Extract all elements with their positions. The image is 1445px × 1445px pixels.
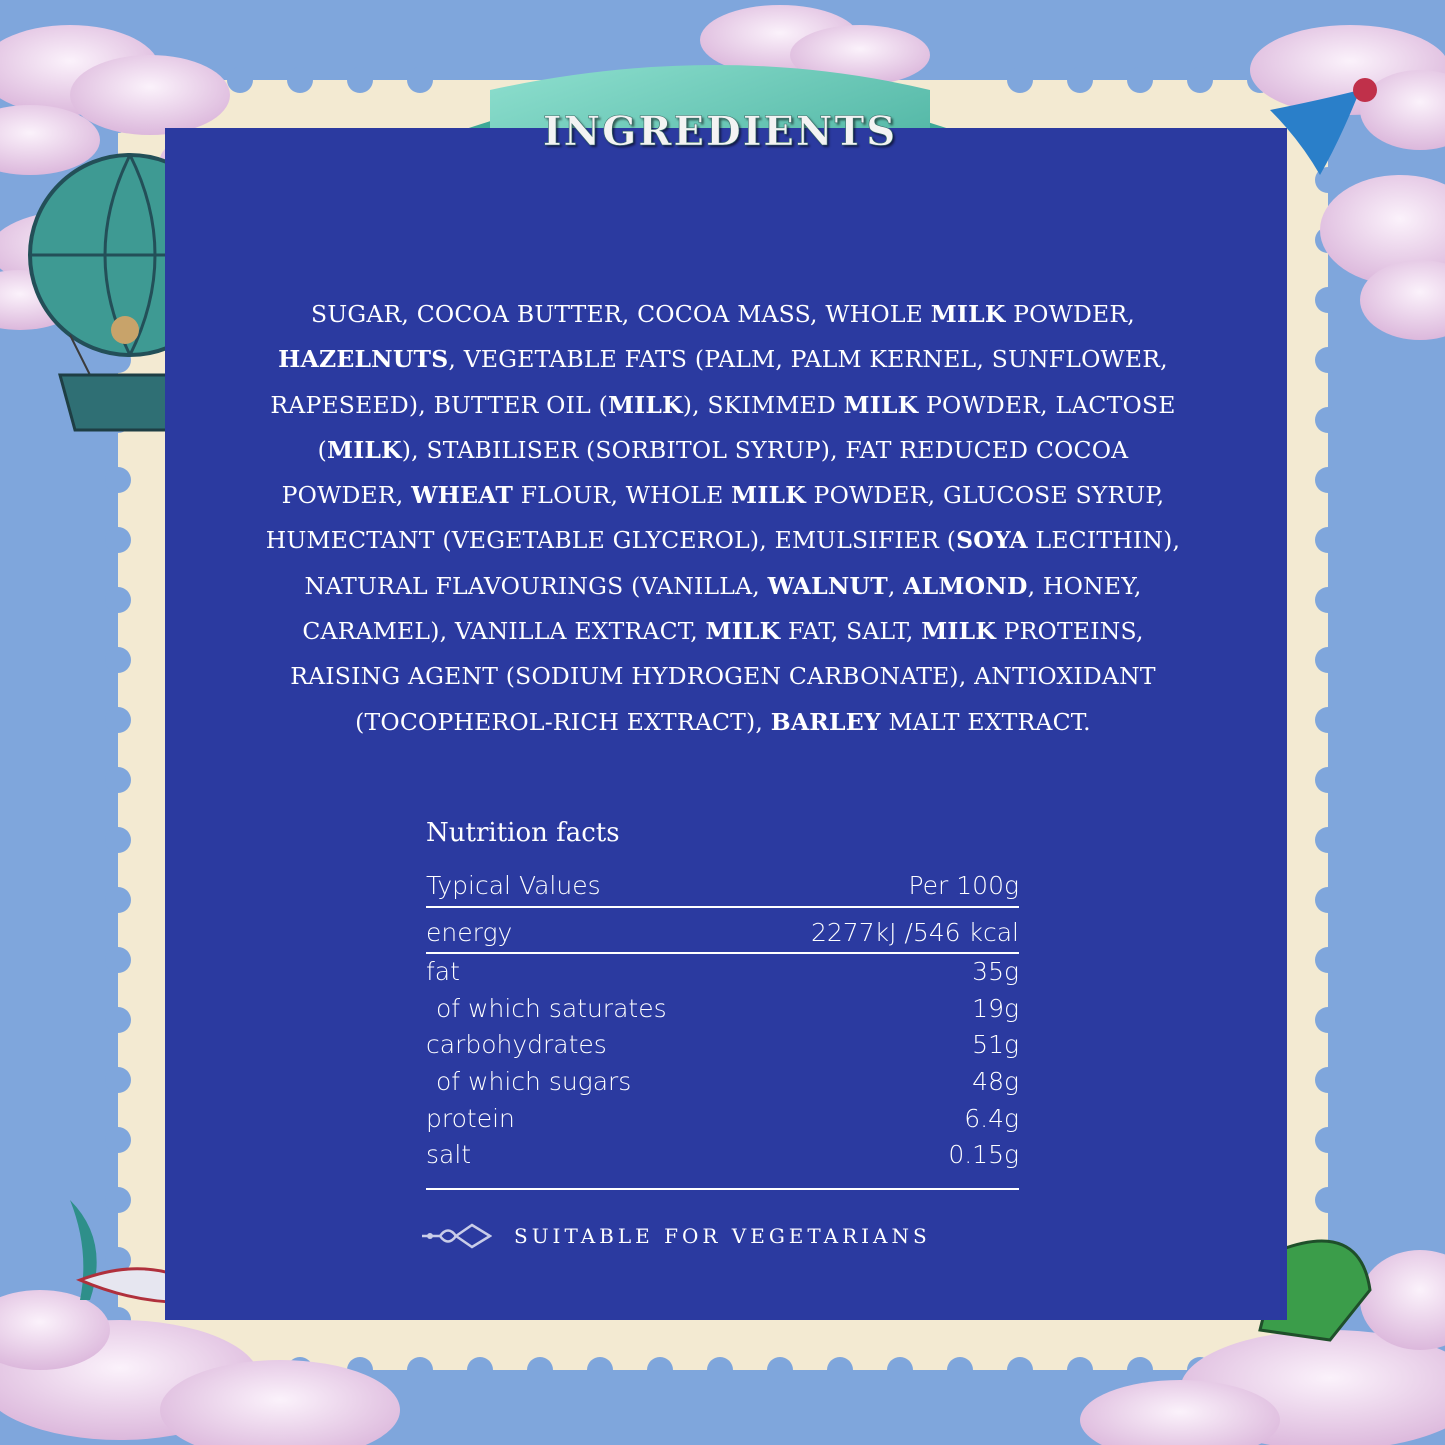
allergen-text: MILK bbox=[731, 481, 806, 510]
ingredient-text: ), STABILISER (SORBITOL SYRUP), FAT REDUCED COCOA bbox=[401, 435, 1129, 464]
nutrient-value: 19g bbox=[972, 993, 1019, 1023]
nutrition-row bbox=[426, 1137, 1019, 1174]
ingredients-line bbox=[205, 518, 1241, 563]
nutrient-value: 48g bbox=[972, 1067, 1019, 1097]
ingredient-text: POWDER, LACTOSE bbox=[918, 390, 1176, 419]
nutrition-bottom-rule bbox=[426, 1188, 1019, 1190]
nutrition-header-value: Per 100g bbox=[908, 871, 1019, 900]
allergen-text: BARLEY bbox=[770, 707, 881, 736]
nutrient-value: 0.15g bbox=[948, 1140, 1019, 1170]
allergen-text: MILK bbox=[327, 435, 402, 464]
allergen-text: MILK bbox=[607, 390, 683, 419]
nutrition-row bbox=[426, 1027, 1019, 1064]
ingredients-line bbox=[205, 292, 1241, 337]
ingredient-text: FLOUR, WHOLE bbox=[513, 481, 732, 510]
ingredients-line bbox=[205, 473, 1241, 518]
ingredients-list bbox=[205, 292, 1241, 745]
allergen-text: MILK bbox=[930, 300, 1006, 328]
ingredient-text: NATURAL FLAVOURINGS (VANILLA, bbox=[304, 571, 768, 600]
allergen-text: HAZELNUTS bbox=[278, 345, 449, 374]
ingredient-text: , bbox=[887, 571, 904, 600]
ingredient-text: LECITHIN), bbox=[1027, 526, 1181, 555]
ingredients-line bbox=[205, 337, 1241, 382]
nutrient-label: protein bbox=[426, 1103, 515, 1133]
allergen-text: SOYA bbox=[956, 526, 1028, 555]
allergen-text: MILK bbox=[921, 617, 996, 646]
nutrition-row bbox=[426, 954, 1019, 991]
allergen-text: WHEAT bbox=[411, 481, 514, 510]
vegetarian-badge bbox=[420, 1218, 931, 1254]
ingredient-text: , VEGETABLE FATS (PALM, PALM KERNEL, SUNFLOWER, bbox=[448, 345, 1168, 374]
allergen-text: WALNUT bbox=[767, 571, 888, 600]
nutrient-label: carbohydrates bbox=[426, 1030, 607, 1060]
ingredient-text: CARAMEL), VANILLA EXTRACT, bbox=[302, 617, 706, 646]
ingredient-text: SUGAR, COCOA BUTTER, COCOA MASS, WHOLE bbox=[311, 300, 931, 328]
vegetarian-label: SUITABLE FOR VEGETARIANS bbox=[514, 1224, 931, 1248]
nutrition-facts bbox=[426, 812, 1019, 1190]
ingredients-line bbox=[205, 700, 1241, 745]
nutrition-title: Nutrition facts bbox=[426, 818, 620, 848]
allergen-text: ALMOND bbox=[903, 571, 1028, 600]
nutrition-header-label: Typical Values bbox=[426, 871, 601, 900]
ingredient-text: POWDER, GLUCOSE SYRUP, bbox=[805, 481, 1165, 510]
nutrition-row bbox=[426, 1064, 1019, 1101]
nutrition-energy-label: energy bbox=[426, 918, 513, 947]
ingredient-text: ), SKIMMED bbox=[682, 390, 844, 419]
ingredients-line bbox=[205, 654, 1241, 699]
ingredient-text: RAPESEED), BUTTER OIL ( bbox=[270, 390, 608, 419]
ornament-icon bbox=[420, 1221, 492, 1251]
allergen-text: MILK bbox=[705, 617, 781, 646]
nutrient-value: 35g bbox=[972, 957, 1019, 986]
ingredients-title: INGREDIENTS bbox=[542, 108, 898, 155]
ingredient-text: , HONEY, bbox=[1027, 571, 1142, 600]
nutrient-value: 6.4g bbox=[964, 1103, 1019, 1133]
ingredient-text: FAT, SALT, bbox=[780, 617, 922, 646]
ingredients-line bbox=[205, 564, 1241, 609]
nutrient-label: salt bbox=[426, 1140, 472, 1170]
allergen-text: MILK bbox=[843, 390, 919, 419]
nutrient-value: 51g bbox=[972, 1030, 1019, 1060]
nutrient-label: of which saturates bbox=[436, 993, 667, 1023]
ingredients-line bbox=[205, 383, 1241, 428]
ingredient-text: MALT EXTRACT. bbox=[880, 707, 1091, 736]
ingredient-text: ( bbox=[317, 435, 328, 464]
nutrition-row bbox=[426, 991, 1019, 1028]
ingredient-text: HUMECTANT (VEGETABLE GLYCEROL), EMULSIFIER ( bbox=[265, 526, 957, 555]
ingredient-text: POWDER, bbox=[281, 481, 412, 510]
nutrition-energy-row bbox=[426, 908, 1019, 954]
ingredients-line bbox=[205, 428, 1241, 473]
nutrition-rows bbox=[426, 954, 1019, 1174]
ingredient-text: POWDER, bbox=[1005, 300, 1135, 328]
nutrition-row bbox=[426, 1101, 1019, 1138]
nutrient-label: of which sugars bbox=[436, 1067, 632, 1097]
nutrition-header-row bbox=[426, 866, 1019, 908]
ingredient-text: (TOCOPHEROL-RICH EXTRACT), bbox=[355, 707, 771, 736]
nutrition-energy-value: 2277kJ /546 kcal bbox=[811, 918, 1019, 947]
ingredients-line bbox=[205, 609, 1241, 654]
ingredient-text: RAISING AGENT (SODIUM HYDROGEN CARBONATE), ANTIOXIDANT bbox=[290, 662, 1156, 691]
ingredient-text: PROTEINS, bbox=[995, 617, 1144, 646]
nutrient-label: fat bbox=[426, 957, 460, 986]
